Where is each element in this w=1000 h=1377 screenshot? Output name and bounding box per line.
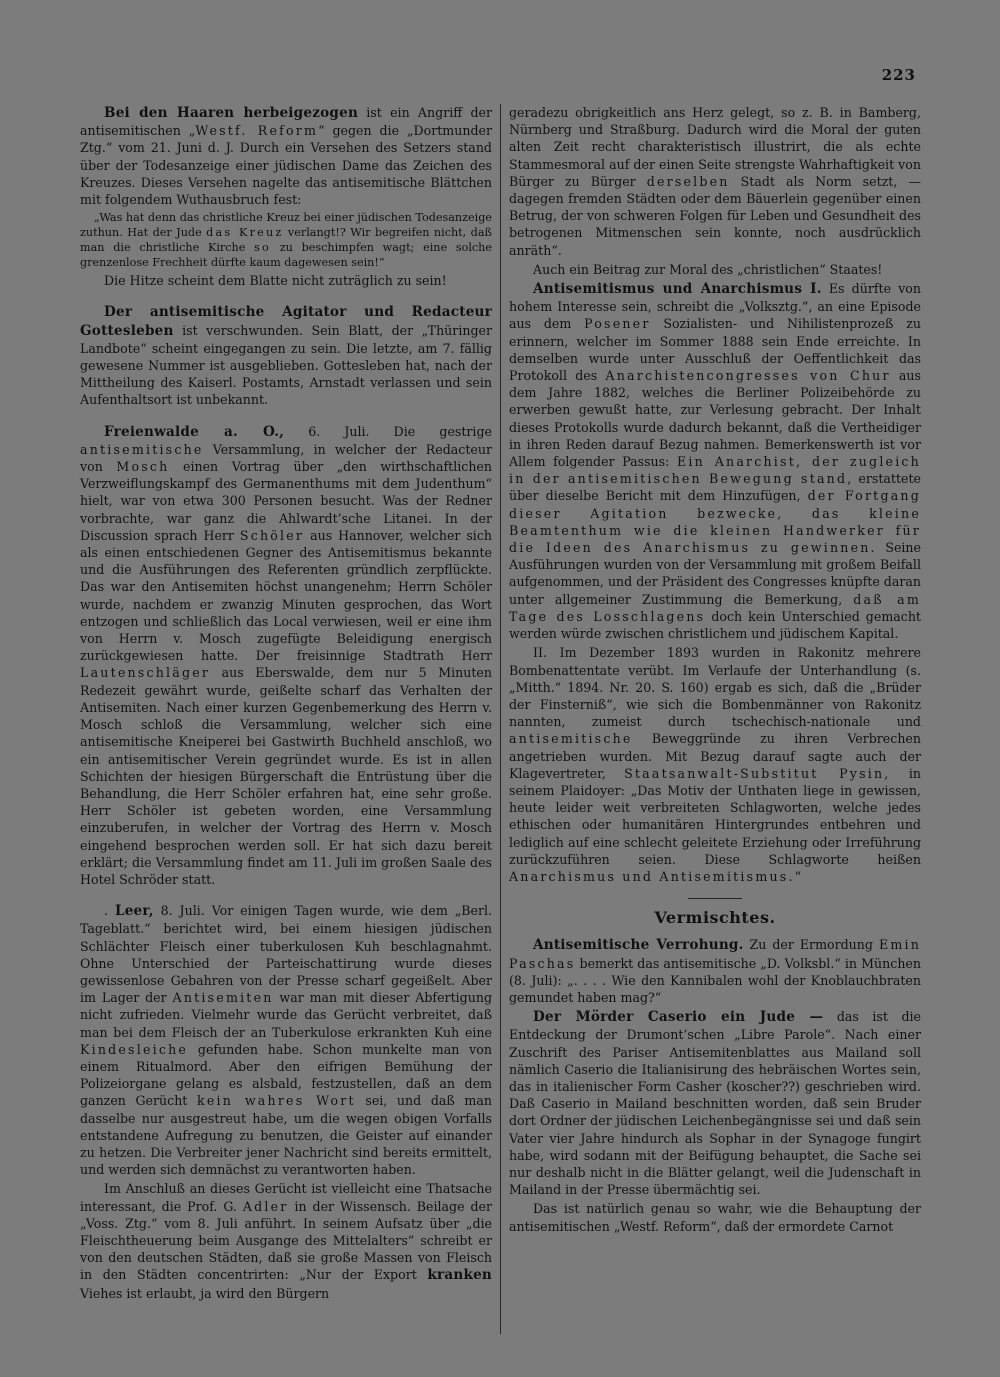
text: Stadt als Norm setzt, — dagegen fremden Städten oder dem Bäuerlein gegenüber einen Betrug, der von schweren Folgen für Leben und Gesundheit des betrogenen Mitmenschen sein konnte, noch ausdrücklich anräth“. — [509, 173, 921, 258]
text: Sozialisten- und Nihilistenprozeß zu erinnern, welcher im Sommer 1888 sein Ende erreichte. In demselben wurde unter Ausschluß der Oeffentlichkeit das Protokoll des — [509, 316, 921, 384]
article-leer-continued — [80, 1180, 492, 1301]
text: Zu der Ermordung — [743, 937, 879, 953]
text: Viehes ist erlaubt, ja wird den Bürgern — [80, 1285, 330, 1301]
spaced-text: Mosch — [116, 459, 170, 475]
spaced-text: so — [254, 241, 271, 255]
text: 8. Juli. Vor einigen Tagen wurde, wie dem „Berl. Tageblatt.“ berichtet wird, bei einem hiesigen jüdischen Schlächter Fleisch einer tuberkulosen Kuh beschlagnahmt. Ohne Unterschied der Parteischattirung wurde dieses gewissenlose Gebahren von der Presse scharf gegeißelt. Aber im Lager der — [80, 903, 492, 1006]
spaced-text: antisemitische — [509, 731, 633, 747]
text: Versammlung, in welcher der Redacteur von — [80, 441, 492, 475]
article-headline: Antisemitische Verrohung. — [533, 937, 744, 954]
text: ist ein Angriff der antisemitischen „ — [80, 105, 492, 139]
spaced-text: das Kreuz — [206, 226, 284, 240]
article-leer — [80, 902, 492, 1178]
text: in seinem Plaidoyer: „Das Motiv der Unthaten liege in gewissen, heute leider weit verbreiteten Schlagworten, welche jedes ethischen oder humanitären Hintergrundes entbehren und lediglich auf eine schlecht geleitete Erziehung oder Irreführung zurückzuführen seien. Diese Schlagworte heißen — [509, 765, 921, 867]
spaced-text: Kindesleiche — [80, 1041, 189, 1057]
spaced-text: derselben — [646, 173, 730, 189]
text: verlangt!? Wir begreifen nicht, daß man die christliche Kirche — [80, 226, 492, 255]
article-headline: Antisemitismus und Anarchismus I. — [533, 281, 822, 298]
text: zu beschimpfen wagt; eine solche grenzenlose Frechheit dürfte kaum dagewesen sein!“ — [80, 241, 492, 270]
spaced-text: Staatsanwalt-Substitut Pysin, — [624, 765, 891, 781]
article-haare — [80, 104, 492, 208]
spaced-text: Ein Anarchist, der zugleich in der antisemitischen Bewegung stand, — [509, 454, 921, 487]
article-comment: Auch ein Beitrag zur Moral des „christlichen“ Staates! — [533, 261, 883, 277]
text: ist verschwunden. Sein Blatt, der „Thüringer Landbote“ scheint eingegangen zu sein. Die letzte, am 7. fällig gewesene Nummer ist ausgeblieben. Gottesleben hat, nach der Mittheilung des Kaiserl. Postamts, Arnstadt verlassen und sein Aufenthaltsort ist unbekannt. — [80, 322, 492, 408]
text: “ gegen die „Dortmunder Ztg.“ vom 21. Juni d. J. Durch ein Versehen des Setzers stand über der Todesanzeige einer jüdischen Dame das Zeichen des Kreuzes. Dieses Versehen nagelte das antisemitische Blättchen mit folgendem Wuthausbruch fest: — [80, 123, 492, 208]
article-headline: Freienwalde a. O., — [104, 423, 285, 440]
right-column — [509, 104, 921, 1237]
spaced-text: Lautenschläger — [80, 665, 211, 681]
spaced-text: Antisemiten — [172, 990, 274, 1006]
text: . — [104, 903, 115, 919]
article-continuation — [509, 104, 921, 259]
text: aus dem Jahre 1882, welches die Berliner Polizeibehörde zu erwerben gewußt hatte, zur Verlesung gebracht. Der Inhalt dieses Protokolls wurde dadurch bekannt, daß die Vertheidiger in ihren Reden darauf Bezug nahmen. Bemerkenswerth ist vor Allem folgender Passus: — [509, 368, 921, 470]
text: Seine Ausführungen wurden von der Versammlung mit großem Beifall aufgenommen, und der Präsident des Congresses knüpfte daran unter allgemeiner Zustimmung die Bemerkung, — [509, 540, 922, 607]
section-title: Vermischtes. — [654, 908, 776, 928]
column-divider — [500, 104, 501, 1334]
article-verrohung — [509, 936, 921, 1006]
spaced-text: Westf. Reform — [195, 123, 319, 139]
text: das ist die Entdeckung der Drumont’schen „Libre Parole“. Nach einer Zuschrift des Pariser Antisemitenblattes aus Mailand soll nämlich Caserio die Italianisirung des hebräischen Wortes sein, das in italienischer Form Casher (koscher??) geschrieben wird. Daß Caserio in Mailand beschnitten worden, daß sein Bruder dort Ordner der jüdischen Leichenbegängnisse sei und daß sein Vater vier Jahre hindurch als Sophar in der Synagoge fungirt habe, wird sodann mit der Beifügung behauptet, die Sache sei nur deshalb nicht in die Blätter gelangt, weil die Judenschaft in Mailand in der Presse übermächtig sei. — [509, 1009, 921, 1198]
text: aus Hannover, welcher sich als einen entschiedenen Gegner des Antisemitismus bekannte und die Ausführungen des Referenten gründlich zerpflückte. Das war den Antisemiten höchst unangenehm; Herrn Schöler wurde, nachdem er zwanzig Minuten gesprochen, das Wort entzogen und schließlich das Local verwiesen, weil er eine ihm von Herrn v. Mosch zugefügte Beleidigung energisch zurückgewiesen hatte. Der freisinnige Stadtrath Herr — [80, 527, 492, 664]
text: „Was hat denn das christliche Kreuz bei einer jüdischen Todesanzeige zuthun. Hat der Jude — [80, 211, 492, 240]
text: in der Wissensch. Beilage der „Voss. Ztg.“ vom 8. Juli anführt. In seinem Aufsatz über „die Fleischtheuerung beim Ausgange des Mittelalters“ schreibt er von den deutschen Städten, daß sie große Massen von Fleisch in den Städten concentrirten: „Nur der Export — [80, 1198, 492, 1283]
text: II. Im Dezember 1893 wurden in Rakonitz mehrere Bombenattentate verübt. Im Verlaufe der Unterhandlung (s. „Mitth.“ 1894. Nr. 20. S. 160) ergab es sich, daß die „Brüder der Finsterniß“, wie sich die Bombenmänner von Rakonitz nannten, zumeist durch tschechisch-nationale und — [509, 645, 921, 730]
section-divider — [509, 889, 921, 899]
article-headline: Der antisemitische Agitator und Redacteur Gottesleben — [80, 304, 492, 339]
article-headline: Bei den Haaren herbeigezogen — [104, 105, 359, 121]
spaced-text: Posener — [584, 316, 651, 332]
text: gefunden habe. Schon munkelte man von einem Ritualmord. Aber den eifrigen Bemühung der Polizeiorgane gelang es alsbald, festzustellen, daß an dem ganzen Gerücht — [80, 1041, 492, 1109]
text: geradezu obrigkeitlich ans Herz gelegt, so z. B. in Bamberg, Nürnberg und Straßburg. Dadurch wird die Moral der guten alten Zeit recht charakteristisch illustrirt, die als echte Stammesmoral auf der einen Seite strengste Wahrhaftigkeit von Bürger zu Bürger — [509, 105, 921, 189]
article-anarchismus-1 — [509, 280, 921, 642]
text: doch kein Unterschied gemacht werden würde zwischen christlichem und jüdischem Kapital. — [509, 608, 921, 642]
text: war man mit dieser Abfertigung nicht zufrieden. Vielmehr wurde das Gerücht verbreitet, daß man bei dem Fleisch der an Tuberkulose erkrankten Kuh eine — [80, 990, 493, 1040]
text: bemerkt das antisemitische „D. Volksbl.“ in München (8. Juli): „. . . . Wie den Kannibalen wohl der Knoblauchbraten gemundet haben mag?“ — [509, 955, 921, 1005]
article-headline: Leer, — [114, 903, 154, 920]
text: Im Anschluß an dieses Gerücht ist vielleicht eine Thatsache interessant, die Prof. G. — [80, 1181, 492, 1214]
spaced-text: Adler — [242, 1198, 289, 1214]
text: Beweggründe zu ihren Verbrechen angetrieben wurden. Mit Bezug darauf sagte auch der Klagevertreter, — [509, 731, 921, 781]
quote-block — [80, 210, 492, 270]
article-freienwalde — [80, 423, 492, 888]
article-anarchismus-2 — [509, 644, 921, 885]
text: erstattete über dieselbe Bericht mit dem Hinzufügen, — [509, 471, 921, 504]
spaced-text: Emin Paschas — [509, 937, 922, 971]
text: aus Eberswalde, dem nur 5 Minuten Redezeit gewährt wurde, geißelte scharf das Verhalten der Antisemiten. Nach einer kurzen Gegenbemerkung des Herrn v. Mosch schloß die Versammlung, welcher sich eine antisemitische Kneiperei bei Gastwirth Buchheld anschloß, wo ein antisemitischer Verein gegründet wurde. Es ist in allen Schichten der hiesigen Bürgerschaft die Entrüstung über die Behandlung, die Herr Schöler erfahren hat, eine sehr große. Herr Schöler ist gebeten worden, eine Versammlung einzuberufen, in welcher der Vortrag des Herrn v. Mosch eingehend besprochen werden soll. Er hat sich dazu bereit erklärt; die Versammlung findet am 11. Juli im großen Saale des Hotel Schröder statt. — [80, 665, 492, 887]
text: “ — [794, 868, 802, 884]
article-gottesleben — [80, 303, 492, 408]
page-number: 223 — [881, 66, 916, 84]
spaced-text: daß am Tage des Losschlagens — [509, 591, 921, 624]
spaced-text: antisemitische — [80, 441, 204, 457]
article-headline: Der Mörder Caserio ein Jude — — [533, 1009, 824, 1026]
bold-text: kranken — [427, 1267, 492, 1284]
spaced-text: Anarchistencongresses von Chur — [605, 368, 891, 384]
article-caserio-continued: Das ist natürlich genau so wahr, wie die Behauptung der antisemitischen „Westf. Reform“, daß der ermordete Carnot — [509, 1201, 921, 1234]
article-comment: Die Hitze scheint dem Blatte nicht zuträglich zu sein! — [104, 273, 447, 289]
left-column — [80, 104, 492, 1304]
spaced-text: kein wahres Wort — [196, 1093, 356, 1109]
spaced-text: Anarchismus und Antisemitismus. — [509, 868, 795, 884]
text: sei, und daß man dasselbe nur ausgestreut habe, um die wegen obigen Vorfalls entstandene Aufregung zu benutzen, die Geister auf einander zu hetzen. Die Verbreiter jener Nachricht sind bereits ermittelt, und werden sich demnächst zu verantworten haben. — [80, 1093, 492, 1178]
spaced-text: Schöler — [239, 527, 305, 543]
text: 6. Juli. Die gestrige — [284, 423, 492, 439]
spaced-text: der Fortgang dieser Agitation bezwecke, das kleine Beamtenthum wie die kleinen Handwerker für die Ideen des Anarchismus zu gewinnen. — [509, 488, 921, 556]
text: Es dürfte von hohem Interesse sein, schreibt die „Volksztg.“, an eine Episode aus dem — [509, 281, 922, 332]
text: einen Vortrag über „den wirthschaftlichen Verzweiflungskampf des Germanenthums mit dem Judenthum“ hielt, war von etwa 300 Personen besucht. Was der Redner vorbrachte, war ganz die Ahlwardt’sche Litanei. In der Discussion sprach Herr — [80, 459, 492, 543]
article-caserio — [509, 1008, 921, 1198]
